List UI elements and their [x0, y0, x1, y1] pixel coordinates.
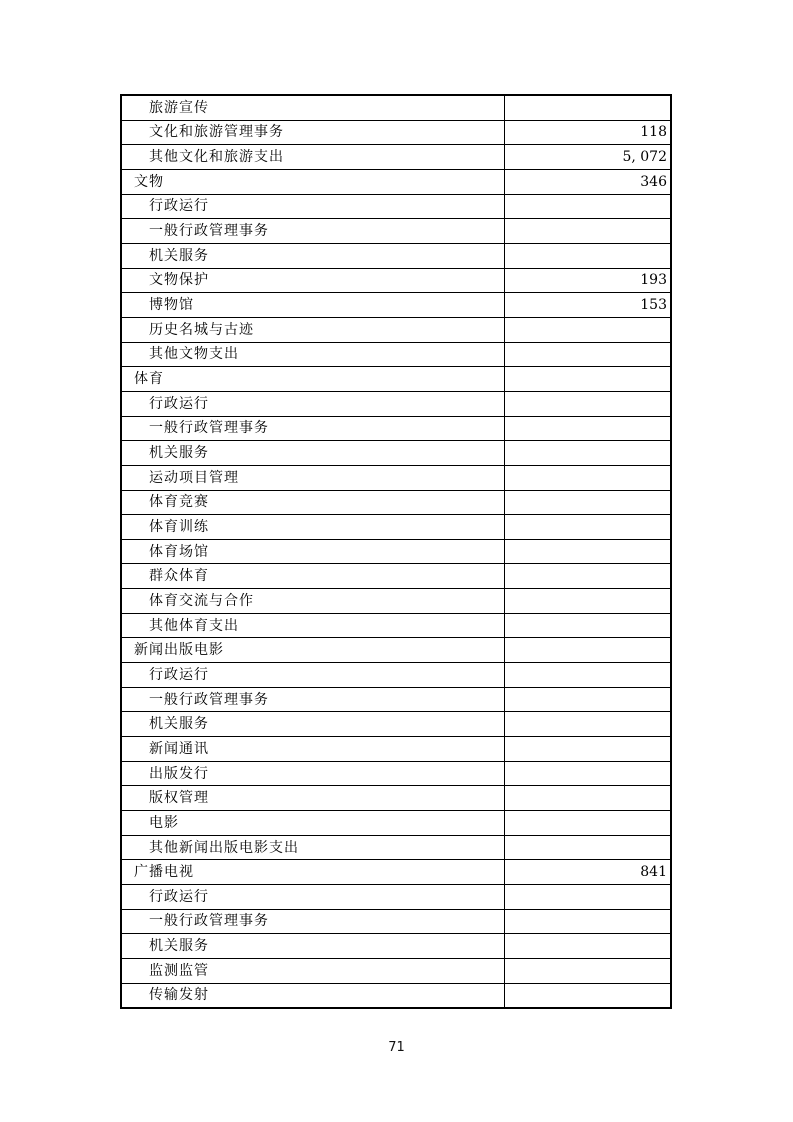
value-cell: [505, 663, 670, 687]
table-row: [122, 244, 670, 269]
table-row: [122, 441, 670, 466]
table-row: [122, 145, 670, 170]
table-row: [122, 737, 670, 762]
table-row: [122, 934, 670, 959]
table-row: [122, 860, 670, 885]
table-row: [122, 96, 670, 121]
category-cell: 体育训练: [122, 515, 505, 539]
table-row: [122, 836, 670, 861]
table-row: [122, 195, 670, 220]
value-cell: [505, 491, 670, 515]
category-cell: 机关服务: [122, 244, 505, 268]
table-row: [122, 811, 670, 836]
value-cell: [505, 885, 670, 909]
table-row: [122, 885, 670, 910]
category-cell: 版权管理: [122, 786, 505, 810]
category-cell: 电影: [122, 811, 505, 835]
category-cell: 其他新闻出版电影支出: [122, 836, 505, 860]
category-cell: 体育竞赛: [122, 491, 505, 515]
table-row: [122, 343, 670, 368]
value-cell: [505, 984, 670, 1008]
category-cell: 行政运行: [122, 195, 505, 219]
budget-table: [120, 94, 672, 1009]
category-cell: 体育交流与合作: [122, 589, 505, 613]
value-cell: 193: [640, 272, 667, 289]
value-cell: [505, 515, 670, 539]
table-row: [122, 959, 670, 984]
value-cell: 153: [640, 297, 667, 314]
value-cell: [505, 811, 670, 835]
table-row: [122, 515, 670, 540]
category-cell: 其他体育支出: [122, 614, 505, 638]
table-row: [122, 121, 670, 146]
table-row: [122, 540, 670, 565]
table-row: [122, 786, 670, 811]
category-cell: 体育场馆: [122, 540, 505, 564]
value-cell: [505, 934, 670, 958]
table-row: [122, 589, 670, 614]
value-cell: [505, 836, 670, 860]
table-row: [122, 712, 670, 737]
table-row: [122, 219, 670, 244]
category-cell: 一般行政管理事务: [122, 688, 505, 712]
value-cell: [505, 737, 670, 761]
category-cell: 文物保护: [122, 269, 505, 293]
table-row: [122, 392, 670, 417]
value-cell: [505, 589, 670, 613]
value-cell: [505, 318, 670, 342]
category-cell: 机关服务: [122, 712, 505, 736]
category-cell: 其他文物支出: [122, 343, 505, 367]
category-cell: 出版发行: [122, 762, 505, 786]
value-cell: [505, 712, 670, 736]
table-row: [122, 984, 670, 1008]
table-row: [122, 367, 670, 392]
value-cell: [505, 466, 670, 490]
category-cell: 一般行政管理事务: [122, 910, 505, 934]
category-cell: 博物馆: [122, 293, 505, 317]
category-cell: 运动项目管理: [122, 466, 505, 490]
table-row: [122, 318, 670, 343]
category-cell: 行政运行: [122, 392, 505, 416]
table-row: [122, 638, 670, 663]
category-cell: 监测监管: [122, 959, 505, 983]
category-cell: 行政运行: [122, 885, 505, 909]
value-cell: [505, 441, 670, 465]
value-cell: [505, 392, 670, 416]
category-cell: 机关服务: [122, 934, 505, 958]
category-cell: 一般行政管理事务: [122, 219, 505, 243]
category-cell: 历史名城与古迹: [122, 318, 505, 342]
value-cell: [505, 762, 670, 786]
table-row: [122, 663, 670, 688]
page-number: 71: [388, 1040, 405, 1055]
table-row: [122, 688, 670, 713]
category-cell: 新闻出版电影: [122, 638, 505, 662]
table-row: [122, 170, 670, 195]
table-row: [122, 293, 670, 318]
category-cell: 文物: [122, 170, 505, 194]
table-row: [122, 491, 670, 516]
category-cell: 文化和旅游管理事务: [122, 121, 505, 145]
table-row: [122, 910, 670, 935]
category-cell: 机关服务: [122, 441, 505, 465]
category-cell: 旅游宣传: [122, 96, 505, 120]
table-row: [122, 614, 670, 639]
category-cell: 其他文化和旅游支出: [122, 145, 505, 169]
value-cell: [505, 910, 670, 934]
value-cell: 5, 072: [622, 149, 667, 166]
value-cell: [505, 417, 670, 441]
value-cell: 346: [640, 173, 667, 190]
value-cell: [505, 219, 670, 243]
category-cell: 新闻通讯: [122, 737, 505, 761]
value-cell: [505, 540, 670, 564]
value-cell: [505, 195, 670, 219]
value-cell: [505, 959, 670, 983]
value-cell: [505, 688, 670, 712]
value-cell: [505, 343, 670, 367]
value-cell: [505, 786, 670, 810]
value-cell: [505, 564, 670, 588]
value-cell: [505, 244, 670, 268]
value-cell: 118: [640, 124, 667, 141]
table-row: [122, 417, 670, 442]
category-cell: 一般行政管理事务: [122, 417, 505, 441]
table-row: [122, 564, 670, 589]
value-cell: [505, 367, 670, 391]
category-cell: 行政运行: [122, 663, 505, 687]
value-cell: [505, 614, 670, 638]
value-cell: [505, 638, 670, 662]
category-cell: 体育: [122, 367, 505, 391]
table-row: [122, 762, 670, 787]
table-row: [122, 466, 670, 491]
category-cell: 广播电视: [122, 860, 505, 884]
value-cell: [505, 96, 670, 120]
category-cell: 群众体育: [122, 564, 505, 588]
category-cell: 传输发射: [122, 984, 505, 1008]
value-cell: 841: [640, 864, 667, 881]
table-row: [122, 269, 670, 294]
